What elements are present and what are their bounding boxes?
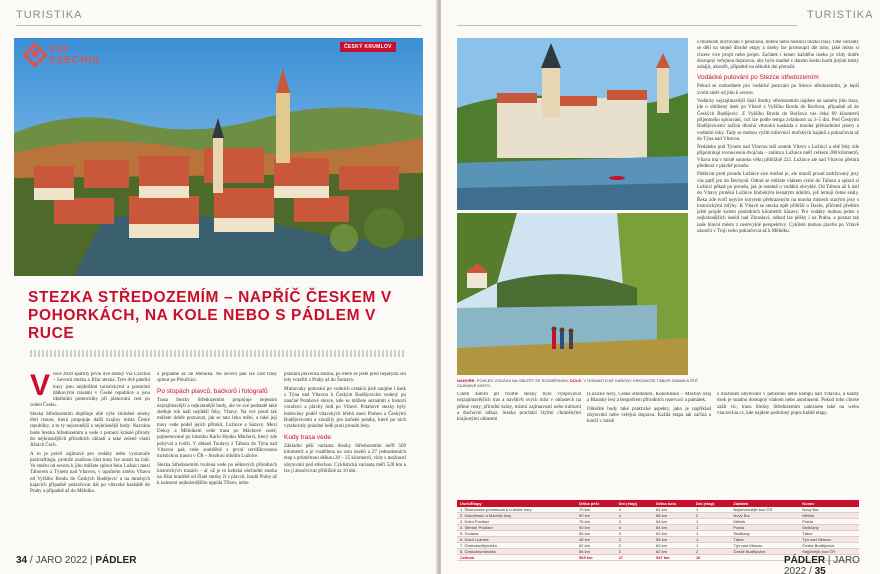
table-cell: Praha [730,525,799,531]
table-cell: 1 [693,543,730,549]
photo-caption [457,378,717,388]
right-mid-column-1 [457,392,581,496]
table-cell: České Budějovice [730,549,799,555]
table-cell: 1 [693,537,730,543]
table-cell: 7. Českobudějovicko [457,543,576,549]
headline-rule [30,350,404,357]
table-cell: 3 [616,549,653,555]
table-header: Délka kolo [653,500,693,507]
table-cell: 27 [616,555,653,561]
right-mid-column-3 [717,392,859,496]
table-cell: Praha [799,519,859,525]
left-page [0,0,438,574]
paragraph: s možností ubytování v penzionu nebo kempu nad Vltavou, a každý úsek je snadno dostupný vlakem nebo autobusem. Pokud toho chcete zažít víc, trasu Stezky Středozemím naleznete také na webu viaczechia.cz, kde najdete podrobný popis každé etapy. [717,392,859,416]
footer-right: PÁDLER | JARO 2022 / 35 [784,555,880,574]
paragraph: s možností ubytování v penzionu, hotelu nebo hostinci blízko trasy. Obě varianty se dělí na stejně dlouhé etapy a úseky lze prostoupit dle toho, jaké místo si chcete více projít nebo projet. Začátek i konec každého úseku je vždy dobře dostupný veřejnou dopravou, aby bylo snadné v daném úseku hodit jinými místy zahájit, ukončit, případně na několik dní přerušit. [697,40,859,71]
drop-cap: V [30,372,51,402]
table-cell: 2 [693,549,730,555]
table-cell: Nejsevernější bod ČR [730,507,799,513]
table-header: Začátek [730,500,799,507]
table-cell: 1 [693,507,730,513]
table-cell: Mělník [730,519,799,525]
footer-left: 34 / JARO 2022 | PÁDLER [16,555,137,566]
table-cell: 4 [616,513,653,519]
table-cell: 2 [616,543,653,549]
table-cell: 569 km [576,555,616,561]
subheading: Vodácké putování po Stezce středozemím [697,74,819,82]
table-header: Konec [799,500,859,507]
table-cell: 2. Kokořínsko a Máchův kraj [457,513,576,519]
caption-text-bottom: V ROMANTICKÉ KAŇONY KRKONOŠE TÁBOR ZNÁMÁ A ŠTĚ ZAJÍMAVÉ MÍSTO. [457,378,698,388]
table-cell: 10 [693,555,730,561]
paragraph: Nedaleko pod Týnem nad Vltavou leží soutok Vltavy s Lužnicí a obě řeky zde připomínají rovnocenná dvojčata – zatímco Lužnice měří celkem 208 kilometrů, Vltava má v místě soutoku věku přibližně 222. Lužnice ale nad Vltavou přebírá přednost v plavbě proudu. [697,145,859,170]
hero-photo-cesky-krumlov [14,38,423,276]
paragraph: Pádlovat proti proudu Lužnice sice možné je, ale množí proud zadržovaný jezy vás patří jen do Bechyně. Odtud se můžete vlakem svézt do Tábora a splout si Lužnici pěkně po proudu, jak je ostatně u vodáků obvyklé. Od Tábora až k ústí do Vltavy protéká Lužnice hlubokým lesnatým údolím, jež lemují četné skály. Řeka zde tvoří nejvíce korytem přehrazeným na mnoha místech starými jezy s historickými mlýny. K Vltavě se stezka opět přiblíží u Davle, přičemž předtím ještě projde kolem posledních kilometrů Sázavy. Pro vodáky mohou jeden z nejkrásnějších úseků nad Zbraslaví, odkud lze pěšky i na Prahu, a poznat tak naše hlavní město z neobvyklé perspektivy. Cyklisté mohou plavbu po Vltavě ukončit v Troji nebo pokračovat až k Mělníku. [697,172,859,235]
paragraph: Stezka Středozemím tvořená vede po některých přírodních historických trasách – ať už je to keltská obchodní stezka na Jižní hradiště od Zlaté stezky či z plavců, hradů Prahy až k nalezení nejkrásnějšího oppida Třísov, nebo [157,462,277,487]
table-cell: 5. Toulava [457,531,576,537]
table-cell: 60 km [653,531,693,537]
paragraph: a případně až do Mělníka. Na severu pak lze část trasy splout po Ploučnici. [157,372,277,384]
paragraph: Cílem autorů při tvorbě stezky bylo vytipovávat nejzajímavějších tras a navštívit svých míst v oblastech na pěkné cesty, přírodní krásy, místní zajímavosti nebo kulturní a duchovní odkaz. Stezka prochází čtyřmi chráněnými krajinnými oblastmi [457,392,581,423]
table-cell: 45 km [576,537,616,543]
table-cell: 90 km [576,525,616,531]
table-cell: 8. Českokrumlovsko [457,549,576,555]
table-cell: Sedlčany [799,525,859,531]
subheading: Kudy trasa vede [284,433,331,441]
table-cell: 88 km [653,513,693,519]
table-cell: 3. Dolní Povltaví [457,519,576,525]
text-column-1 [30,372,150,550]
table-cell: Týn nad Vltavou [730,543,799,549]
photo-luznice-valley [457,213,688,375]
table-cell: 3 [616,519,653,525]
table-header: Dní (etap) [616,500,653,507]
table-cell: Celkem [457,555,576,561]
right-text-column [697,40,859,375]
photo-cesky-krumlov-river [457,38,688,210]
issue: JARO 2022 [784,555,860,574]
text-column-2 [157,372,277,550]
section-divider [457,25,797,26]
table-cell: 1 [693,531,730,537]
caption-label-top: NAHOŘE: [457,378,476,383]
table-cell: 62 km [653,549,693,555]
paragraph: Mimovaky putování po vodních cestách jistě zaujme i úsek z Týna nad Vltavou k Českým Budějovicím vedený po naučné Potahové stezce, kde se můžete seznámit s historií vorařství a plavby lodí po Vltavě. Potahové stezky byly budovány podél vltavských břehů mezi Prahou a Českými Budějovicemi a sloužily pro koňské potahy, které po nich vytahovaly prázdné lodě proti proudu řeky. [284,386,406,430]
article-headline: STEZKA STŘEDOZEMÍM – NAPŘÍČ ČESKEM V POHORKÁCH, NA KOLE NEBO S PÁDLEM V RUCE [28,289,392,342]
table-header: Úsek/Etapy [457,500,576,507]
table-cell: 84 km [653,525,693,531]
paragraph: roce 2020 spatřily první dvě stezky Via Czechia – Severní stezka a Jižní stezka. Tyto dvě páteřní trasy jsou nejdelšími turistickými a poutními dálkovými trasami v České republice a jsou ideálními pomocníky při plánování cest po celém Česku. [30,372,150,409]
via-czechia-diamond-icon [22,42,47,67]
table-cell: České Budějovice [799,543,859,549]
paragraph: Stezka Středozemím doplňuje obě výše zmíněné stezky třetí trasou, která propojuje další krajiny místa České republiky, a to ty nejcennější a nejkrásnější body. Nazvána bude Stezka Středozemím a vede z pomezí krásné přírody do nejkrásnějších přírodních oblastí a také zeleně vlastí Jižních Čech. [30,411,150,449]
table-cell: 4. Střední Povltaví [457,525,576,531]
table-cell: 2 [616,537,653,543]
table-cell: 6. Údolí Lužnice [457,537,576,543]
caption-text-top: POHLED VODÁKA NA OBLEŠT SE ROZMĚRKEM. [476,378,569,383]
table-cell: 1 [693,525,730,531]
table-cell: Mělník [799,513,859,519]
page-number: 35 [814,566,826,574]
table-cell: Tábor [730,537,799,543]
table-cell: 2 [693,513,730,519]
routes-table [457,500,859,561]
table-cell: Nový Bor [799,507,859,513]
right-mid-column-2 [587,392,711,496]
table-cell: 1 [693,519,730,525]
table-cell: 64 km [653,507,693,513]
paragraph: Důležité body také praktické aspekty, jako je například ubytování nebo veřejná doprava. Každá etapa tak začíná a končí v místě [587,406,711,425]
paragraph: (Lužické hory, České středohoří, Kokořínsko – Máchův kraj a Blanský les) a bezpočtem přírodních rezervací a památek. [587,392,711,404]
table-cell: 547 km [653,555,693,561]
via-czechia-logo [26,44,100,66]
text-column-3 [284,372,406,550]
location-tag: ČESKÝ KRUMLOV [340,42,396,52]
table-cell: 65 km [576,531,616,537]
magazine-name: PÁDLER [95,555,137,566]
paragraph: Pokud se rozhodnete pro vodácké putování po Stezce středozemím, je lepší zvolit směr od jihu k severu. [697,84,859,96]
table-cell: 64 km [653,519,693,525]
table-cell: 90 km [576,513,616,519]
page-number: 34 [16,555,28,566]
logo-line1: VIA [49,44,69,55]
paragraph: Vodácky nejzajímavější částí Stezky středozemím najdete na samém jihu trasy, jde o oblíbený úsek po Vltavě z Vyššího Brodu do Boršova, případně až do Českých Budějovic. Z Vyššího Brodu do Boršova vás čeká 69 kilometrů příjemného splouvání, což lze podle tempa zvládnout za 3–5 dní. Pod Českými Budějovicemi začíná dlouhá vltavská kaskáda s mnoha přehradními jezery a vodními toky. Tady se mohou vyžití milovníci mořských kajaků a pokračovat až do Týna nad Vltavou. [697,99,859,142]
table-cell: 60 km [653,543,693,549]
logo-line2: CZECHIA [49,55,101,66]
table-header-row [457,500,859,507]
section-label: TURISTIKA [807,9,874,21]
table-cell: Nový Bor [730,513,799,519]
issue: JARO 2022 [35,555,88,566]
paragraph: Základní pěší varianta Stezky Středozemím měří 569 kilometrů a je rozdělena na osm úseků a 27 jednodenních etap s průměrnou délkou 20 – 25 kilometrů, vždy s možností ubytování pod střechou. Cyklistická varianta měří 520 km a lze ji absolvovat přibližně za 10 dní. [284,443,406,474]
table-header: Dní (etap) [693,500,730,507]
table-cell: 66 km [576,549,616,555]
table-cell: 4 [616,507,653,513]
table-cell: Nejjižnější bod ČR [799,549,859,555]
paragraph: A to je právě zajímavé pro vodáky nebo vyznavače packraftingu, protože značnou část trasy lze urazit na lodi. Ve směru od severu k jihu můžete splout řeku Lužnici mezi Táborem a Týnem nad Vltavou, v opačném směru Vltavu od Vyššího Brodu do Českých Budějovic a na mnohých kajacích případně pokračovat dál po vltavské kaskádě do Prahy a případně až do Mělníka. [30,451,150,495]
table-cell: Sedlčany [730,531,799,537]
table-header: Délka pěší [576,500,616,507]
section-label: TURISTIKA [16,9,83,21]
table-cell: 4 [616,525,653,531]
table-cell: Tábor [799,531,859,537]
table-cell: 75 km [576,519,616,525]
subheading: Po stopách plavců, bačkorů i fotografů [157,387,268,395]
table-cell: Týn nad Vltavou [799,537,859,543]
table-cell: 55 km [653,537,693,543]
caption-label-bottom: DOLE: [569,378,583,383]
table-cell: 62 km [576,543,616,549]
paragraph: Trasa Stezky Středozemím propojuje nejenom nejzajímavější a nejkrásnější body, ale ve své podstatě také sleduje tok naší nejdelší řeky, Vltavy. Na své pouti tak můžete dobře poznávat, jak se tato řeka mění, a také její trasy vede podél jejích přítoků, Lužnice a Sázavy. Mezi Doksy a Mělníkem vede trasa po Máchově cestě, pojmenované po básníku Karlu Hynku Máchovi, který zde pobýval a tvořil. V oblasti Toulavy z Tábora do Týna nad Vltavou pak vede souběžně s první certifikovanou turistickou trasou v ČR – Stezkou údolím Lužnice. [157,397,277,460]
table-cell: 70 km [576,507,616,513]
table-cell: 1. Šluknovsko pohorkova a Lužické hory [457,507,576,513]
paragraph: prastará plavecká stezka, po které se ještě před nějakými sto lety vorařili z Prahy až do Šumavy. [284,372,406,384]
magazine-name: PÁDLER [784,555,826,566]
section-divider [16,25,422,26]
table-cell: 3 [616,531,653,537]
